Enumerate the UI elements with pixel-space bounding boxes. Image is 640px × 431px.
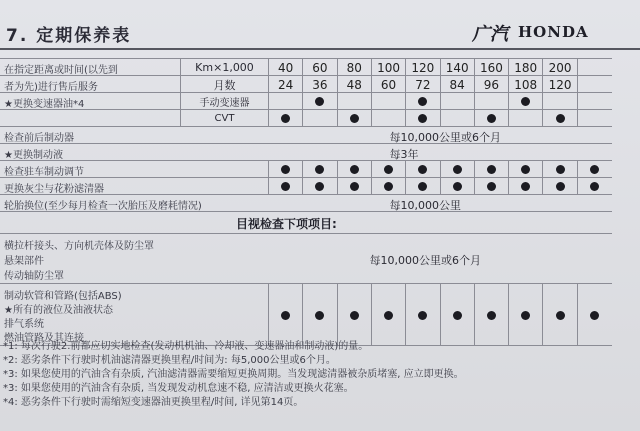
table-cell <box>577 178 611 195</box>
interval-text: 每10,000公里 <box>389 199 461 212</box>
table-cell <box>542 93 576 110</box>
table-row <box>0 143 612 161</box>
service-dot <box>487 114 496 123</box>
table-row <box>0 92 612 110</box>
footnotes <box>3 340 623 410</box>
brand-logo-en: HONDA <box>518 23 589 41</box>
table-cell <box>302 93 336 110</box>
table-cell <box>405 161 439 178</box>
service-dot <box>281 182 290 191</box>
unit-km-label: Km×1,000 <box>180 59 268 76</box>
table-cell <box>405 284 439 346</box>
km-value: 180 <box>514 60 538 75</box>
table-row <box>0 211 612 234</box>
table-cell <box>577 59 611 76</box>
service-dot <box>350 311 359 320</box>
header-divider <box>0 48 640 50</box>
service-dot <box>315 182 324 191</box>
service-item-label: 更换灰尘与花粉滤清器 <box>4 184 104 195</box>
month-value: 108 <box>514 77 538 92</box>
table-cell <box>474 76 508 93</box>
table-cell <box>508 178 542 195</box>
km-value: 60 <box>312 60 328 75</box>
table-cell <box>371 110 405 127</box>
table-cell <box>371 284 405 346</box>
visual-item-label: 制动软管和管路(包括ABS) <box>4 291 122 302</box>
table-row <box>0 160 612 178</box>
month-value: 96 <box>483 77 500 92</box>
page-header <box>0 18 640 48</box>
intro-text: 者为先)进行售后服务 <box>4 82 98 93</box>
table-cell <box>371 93 405 110</box>
service-dot <box>453 165 462 174</box>
service-dot <box>418 311 427 320</box>
table-cell <box>577 93 611 110</box>
table-row <box>0 58 612 76</box>
table-cell <box>268 59 302 76</box>
service-dot <box>350 114 359 123</box>
intro-text: 在指定距离或时间(以先到 <box>4 65 118 76</box>
table-cell <box>542 76 576 93</box>
table-cell <box>337 59 371 76</box>
table-row <box>0 126 612 144</box>
table-cell <box>508 284 542 346</box>
table-cell <box>337 161 371 178</box>
visual-item-label: 传动轴防尘罩 <box>4 271 64 282</box>
table-cell <box>268 284 302 346</box>
visual-inspection-title: 目视检查下项项目: <box>236 217 337 231</box>
month-value: 72 <box>415 77 431 92</box>
table-cell <box>405 93 439 110</box>
service-dot <box>556 311 565 320</box>
km-value: 160 <box>479 60 503 75</box>
table-row <box>0 194 612 212</box>
table-cell <box>268 110 302 127</box>
table-cell <box>302 161 336 178</box>
service-item-label: ★更换变速器油*4 <box>4 99 85 110</box>
month-value: 84 <box>449 77 465 92</box>
table-cell <box>440 178 474 195</box>
service-dot <box>556 182 565 191</box>
km-value: 120 <box>411 60 435 75</box>
service-dot <box>521 165 530 174</box>
table-cell <box>268 93 302 110</box>
km-value: 80 <box>346 60 362 75</box>
service-dot <box>384 311 393 320</box>
table-cell <box>371 161 405 178</box>
table-cell <box>542 178 576 195</box>
table-cell <box>577 110 611 127</box>
service-dot <box>315 311 324 320</box>
month-value: 24 <box>278 77 294 92</box>
table-cell <box>542 59 576 76</box>
service-dot <box>384 182 393 191</box>
service-dot <box>453 182 462 191</box>
interval-text: 每10,000公里或6个月 <box>389 131 501 144</box>
table-cell <box>405 178 439 195</box>
table-cell <box>268 76 302 93</box>
service-dot <box>350 182 359 191</box>
table-cell <box>577 161 611 178</box>
table-cell <box>268 178 302 195</box>
service-dot <box>521 97 530 106</box>
month-value: 120 <box>548 77 572 92</box>
table-cell <box>302 110 336 127</box>
table-cell <box>405 110 439 127</box>
service-dot <box>418 97 427 106</box>
table-cell <box>337 178 371 195</box>
service-dot <box>281 165 290 174</box>
service-item-label: 检查前后制动器 <box>4 133 74 144</box>
unit-month-label: 月数 <box>180 76 268 93</box>
table-cell <box>440 93 474 110</box>
table-cell <box>542 161 576 178</box>
month-value: 48 <box>346 77 362 92</box>
table-cell <box>508 110 542 127</box>
interval-text: 每3年 <box>389 148 419 161</box>
table-cell <box>405 76 439 93</box>
service-dot <box>418 182 427 191</box>
service-dot <box>487 182 496 191</box>
table-cell <box>508 59 542 76</box>
service-dot <box>521 311 530 320</box>
service-dot <box>590 311 599 320</box>
table-cell <box>440 110 474 127</box>
month-value: 36 <box>312 77 328 92</box>
table-cell <box>474 178 508 195</box>
km-value: 40 <box>278 60 294 75</box>
service-dot <box>590 182 599 191</box>
table-row <box>0 233 612 284</box>
visual-item-label: 横拉杆接头、方向机壳体及防尘罩 <box>4 241 154 252</box>
service-dot <box>418 165 427 174</box>
table-cell <box>371 178 405 195</box>
service-dot <box>487 311 496 320</box>
table-cell <box>577 76 611 93</box>
table-row <box>0 109 612 127</box>
page-title: 7. 定期保养表 <box>6 26 132 46</box>
table-cell <box>337 110 371 127</box>
table-cell <box>337 93 371 110</box>
transmission-type: CVT <box>180 110 268 127</box>
service-item-label: 轮胎换位(至少每月检查一次胎压及磨耗情况) <box>4 201 202 212</box>
table-cell <box>474 284 508 346</box>
service-dot <box>350 165 359 174</box>
table-cell <box>542 110 576 127</box>
visual-item-label: ★所有的液位及油液状态 <box>4 305 113 316</box>
table-cell <box>337 284 371 346</box>
visual-item-label: 排气系统 <box>4 319 44 330</box>
table-cell <box>577 284 611 346</box>
table-cell <box>371 76 405 93</box>
service-item-label: 检查驻车制动调节 <box>4 167 84 178</box>
table-cell <box>302 178 336 195</box>
month-value: 60 <box>380 77 397 92</box>
service-dot <box>487 165 496 174</box>
table-row <box>0 177 612 195</box>
service-item-label: ★更换制动液 <box>4 150 63 161</box>
table-cell <box>474 93 508 110</box>
service-dot <box>521 182 530 191</box>
table-cell <box>302 284 336 346</box>
service-dot <box>281 114 290 123</box>
footnote: *2: 恶劣条件下行驶时机油滤清器更换里程/时间为: 每5,000公里或6个月。 <box>3 355 336 366</box>
table-cell <box>440 76 474 93</box>
service-dot <box>384 165 393 174</box>
km-value: 100 <box>377 60 400 75</box>
km-value: 200 <box>548 60 572 75</box>
table-cell <box>508 161 542 178</box>
table-cell <box>337 76 371 93</box>
visual-item-label: 悬架部件 <box>4 256 44 267</box>
visual-interval-text: 每10,000公里或6个月 <box>369 254 481 267</box>
table-cell <box>474 161 508 178</box>
table-cell <box>440 59 474 76</box>
table-cell <box>268 161 302 178</box>
transmission-type: 手动变速器 <box>180 93 268 110</box>
table-cell <box>542 284 576 346</box>
service-dot <box>315 97 324 106</box>
visual-item-label: 燃油管路及其连接 <box>4 333 84 344</box>
table-cell <box>508 93 542 110</box>
table-cell <box>371 59 405 76</box>
service-dot <box>418 114 427 123</box>
table-cell <box>302 76 336 93</box>
table-row <box>0 75 612 93</box>
table-cell <box>440 161 474 178</box>
table-cell <box>508 76 542 93</box>
table-row <box>0 283 612 346</box>
km-value: 140 <box>445 60 469 75</box>
service-dot <box>556 165 565 174</box>
footnote: *1: 每次行驶2.前都应切实地检查(发动机机油、冷却液、变速器油和制动液)的量。 <box>3 341 369 352</box>
footnote: *4: 恶劣条件下行驶时需缩短变速器油更换里程/时间, 详见第14页。 <box>3 397 304 408</box>
table-cell <box>302 59 336 76</box>
service-dot <box>556 114 565 123</box>
service-dot <box>590 165 599 174</box>
footnote: *3: 如果您使用的汽油含有杂质, 当发现发动机怠速不稳, 应清洁或更换火花塞。 <box>3 383 354 394</box>
footnote: *3: 如果您使用的汽油含有杂质, 汽油滤清器需要缩短更换周期。当发现滤清器被杂质堵塞, 应立即更换。 <box>3 369 464 380</box>
table-cell <box>474 110 508 127</box>
brand-logo-cn: 广汽 <box>472 24 508 45</box>
service-dot <box>315 165 324 174</box>
service-dot <box>453 311 462 320</box>
table-cell <box>440 284 474 346</box>
table-cell <box>474 59 508 76</box>
table-cell <box>405 59 439 76</box>
service-dot <box>281 311 290 320</box>
